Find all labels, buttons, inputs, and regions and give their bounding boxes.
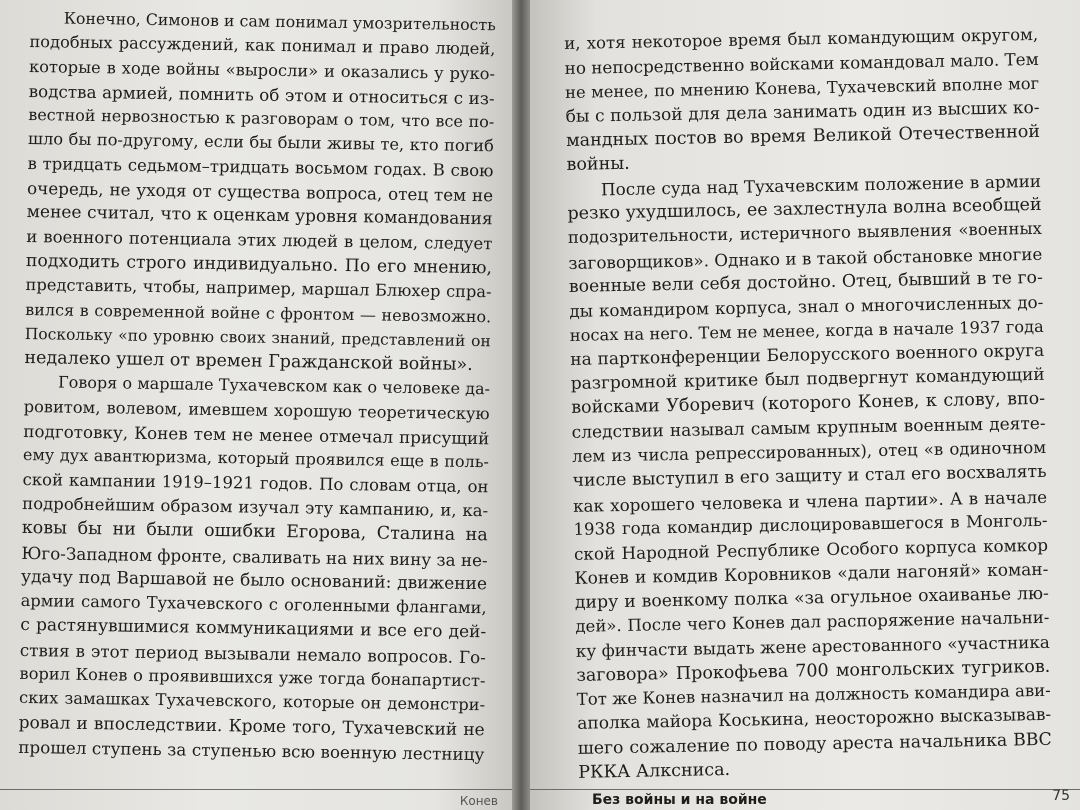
text-line: заговора» Прокофьева 700 монгольских тугриков. — [576, 656, 1051, 686]
text-line: шло бы по-другому, если бы были живы те, кто погиб — [27, 129, 495, 156]
text-line: ствия в этот период вызывали немало вопросов. Го- — [19, 639, 486, 667]
text-line: мандных постов во время Великой Отечественной — [565, 122, 1041, 152]
text-line: Конев и комдив Коровников «дали нагоняй» коман- — [574, 559, 1049, 589]
text-line: Конечно, Симонов и сам понимал умозрительность — [63, 8, 496, 35]
text-line: После суда над Тухачевским положение в армии — [600, 170, 1042, 200]
text-line: Юго-Западном фронте, сваливать на них вину за не- — [21, 542, 488, 570]
text-line: с растянувшимися коммуникациями и все его дей- — [20, 615, 487, 643]
text-line: водства армией, помнить об этом и относиться с из- — [28, 80, 495, 109]
text-line: ровал и впоследствии. Кроме того, Тухачевский не — [18, 712, 485, 740]
text-line: подозрительности, истеричного выявления «военных — [567, 219, 1043, 248]
text-line: разгромной критике был подвергнут командующий — [570, 364, 1045, 395]
text-line: войны. — [566, 154, 630, 176]
text-line: ской кампании 1919–1921 годов. По словам отца, он — [22, 469, 489, 496]
text-line: дей». После чего Конев дал распоряжение начальни- — [575, 607, 1050, 637]
text-line: на партконференции Белорусского военного округа — [570, 340, 1045, 370]
text-line: ровитом, волевом, имевшем хорошую теоретическую — [23, 396, 490, 424]
text-line: войсками Уборевич (которого Конев, к слову, впо- — [571, 389, 1046, 419]
text-line: шего сожаление по поводу ареста начальника ВВС — [577, 729, 1052, 759]
text-line: как хорошего человека и члена партии». А в начале — [572, 486, 1048, 516]
text-line: прошел ступень за ступенью всю военную лестницу — [18, 736, 485, 765]
text-line: менее считал, что к оценкам уровня командования — [26, 202, 493, 230]
text-line: ковы бы ни были ошибки Егорова, Сталина на — [21, 518, 488, 546]
text-line: аполка майора Коськина, неосторожно высказывав- — [577, 705, 1052, 735]
text-line: подходить строго индивидуально. По его мнению, — [25, 250, 493, 279]
text-line: вился в современной войне с фронтом — невозможно. — [25, 299, 492, 326]
text-line: лем из числа репрессированных), отец «в одиночном — [571, 437, 1047, 466]
page-number: 75 — [1052, 788, 1070, 804]
text-line: армии самого Тухачевского с оголенными флангами, — [20, 591, 487, 618]
text-line: следствии называл самым крупным военным деяте- — [571, 413, 1046, 443]
text-line: подробнейшим образом изучал эту кампанию, и, ка- — [22, 493, 489, 521]
text-line: недалеко ушел от времен Гражданской войны». — [24, 348, 473, 376]
footer-rule — [530, 789, 1080, 790]
text-line: которые в ходе войны «выросли» и оказались у руко- — [28, 56, 496, 83]
text-line: военные вели себя достойно. Отец, бывший в те го- — [568, 267, 1043, 297]
text-line: представить, чтобы, например, маршал Блюхер спра- — [25, 275, 492, 302]
text-line: подготовку, Конев тем не менее отмечал присущий — [23, 420, 490, 449]
running-title: Без войны и на войне — [592, 792, 767, 808]
text-line: 1938 года командир дислоцировавшегося в Монголь- — [573, 510, 1048, 539]
text-line: очередь, не уходя от существа вопроса, отец тем не — [26, 178, 494, 206]
text-line: ской Народной Республике Особого корпуса комкор — [573, 535, 1049, 565]
text-line: ку финчасти выдать жене арестованного «участника — [575, 632, 1050, 662]
text-line: и, хотя некоторое время был командующим округом, — [564, 24, 1039, 53]
right-page-text — [564, 23, 1052, 785]
text-line: ды командиром корпуса, знал о многочисленных до- — [569, 292, 1044, 322]
text-line: удачу под Варшавой не было оснований: движение — [20, 566, 488, 595]
text-line: заговорщиков». Однако и в такой обстановке многие — [568, 243, 1043, 273]
text-line: но непосредственно войсками командовал мало. Тем — [564, 49, 1039, 79]
book-gutter — [512, 0, 530, 810]
left-page-text — [18, 6, 496, 766]
text-line: диру и военкому полка «за огульное охаиванье лю- — [574, 583, 1050, 613]
text-line: РККА Алксниса. — [578, 759, 731, 783]
text-line: и военного потенциала этих людей в целом, следует — [26, 226, 493, 253]
text-line: Поскольку «по уровню своих знаний, представлений он — [24, 324, 491, 351]
left-running-title: Конев — [459, 794, 498, 808]
footer-rule — [0, 789, 512, 790]
left-page — [0, 0, 512, 810]
text-line: Тот же Конев назначил на должность командира ави- — [576, 680, 1051, 709]
text-line: носах на него. Тем не менее, когда в начале 1937 года — [569, 316, 1044, 345]
right-page — [530, 0, 1080, 810]
text-line: ских замашках Тухачевского, которые он демонстри- — [18, 688, 486, 715]
text-line: бы с пользой для дела занимать один из высших ко- — [565, 97, 1040, 127]
text-line: Говоря о маршале Тухачевском как о человеке да- — [57, 372, 491, 399]
text-line: числе выступил в его защиту и стал его восхвалять — [572, 462, 1047, 492]
text-line: ему дух авантюризма, который проявился еще в поль- — [22, 445, 490, 472]
text-line: резко ухудшилось, ее захлестнула волна всеобщей — [567, 194, 1042, 225]
text-line: подобных рассуждений, как понимал и право людей, — [29, 32, 496, 59]
text-line: ворил Конев о проявившихся уже тогда бонапартист- — [19, 663, 486, 691]
text-line: в тридцать седьмом–тридцать восьмом годах. В свою — [27, 153, 494, 181]
text-line: не менее, по мнению Конева, Тухачевский вполне мог — [564, 73, 1040, 102]
text-line: вестной нервозностью к разговорам о том, что все по- — [28, 105, 495, 132]
